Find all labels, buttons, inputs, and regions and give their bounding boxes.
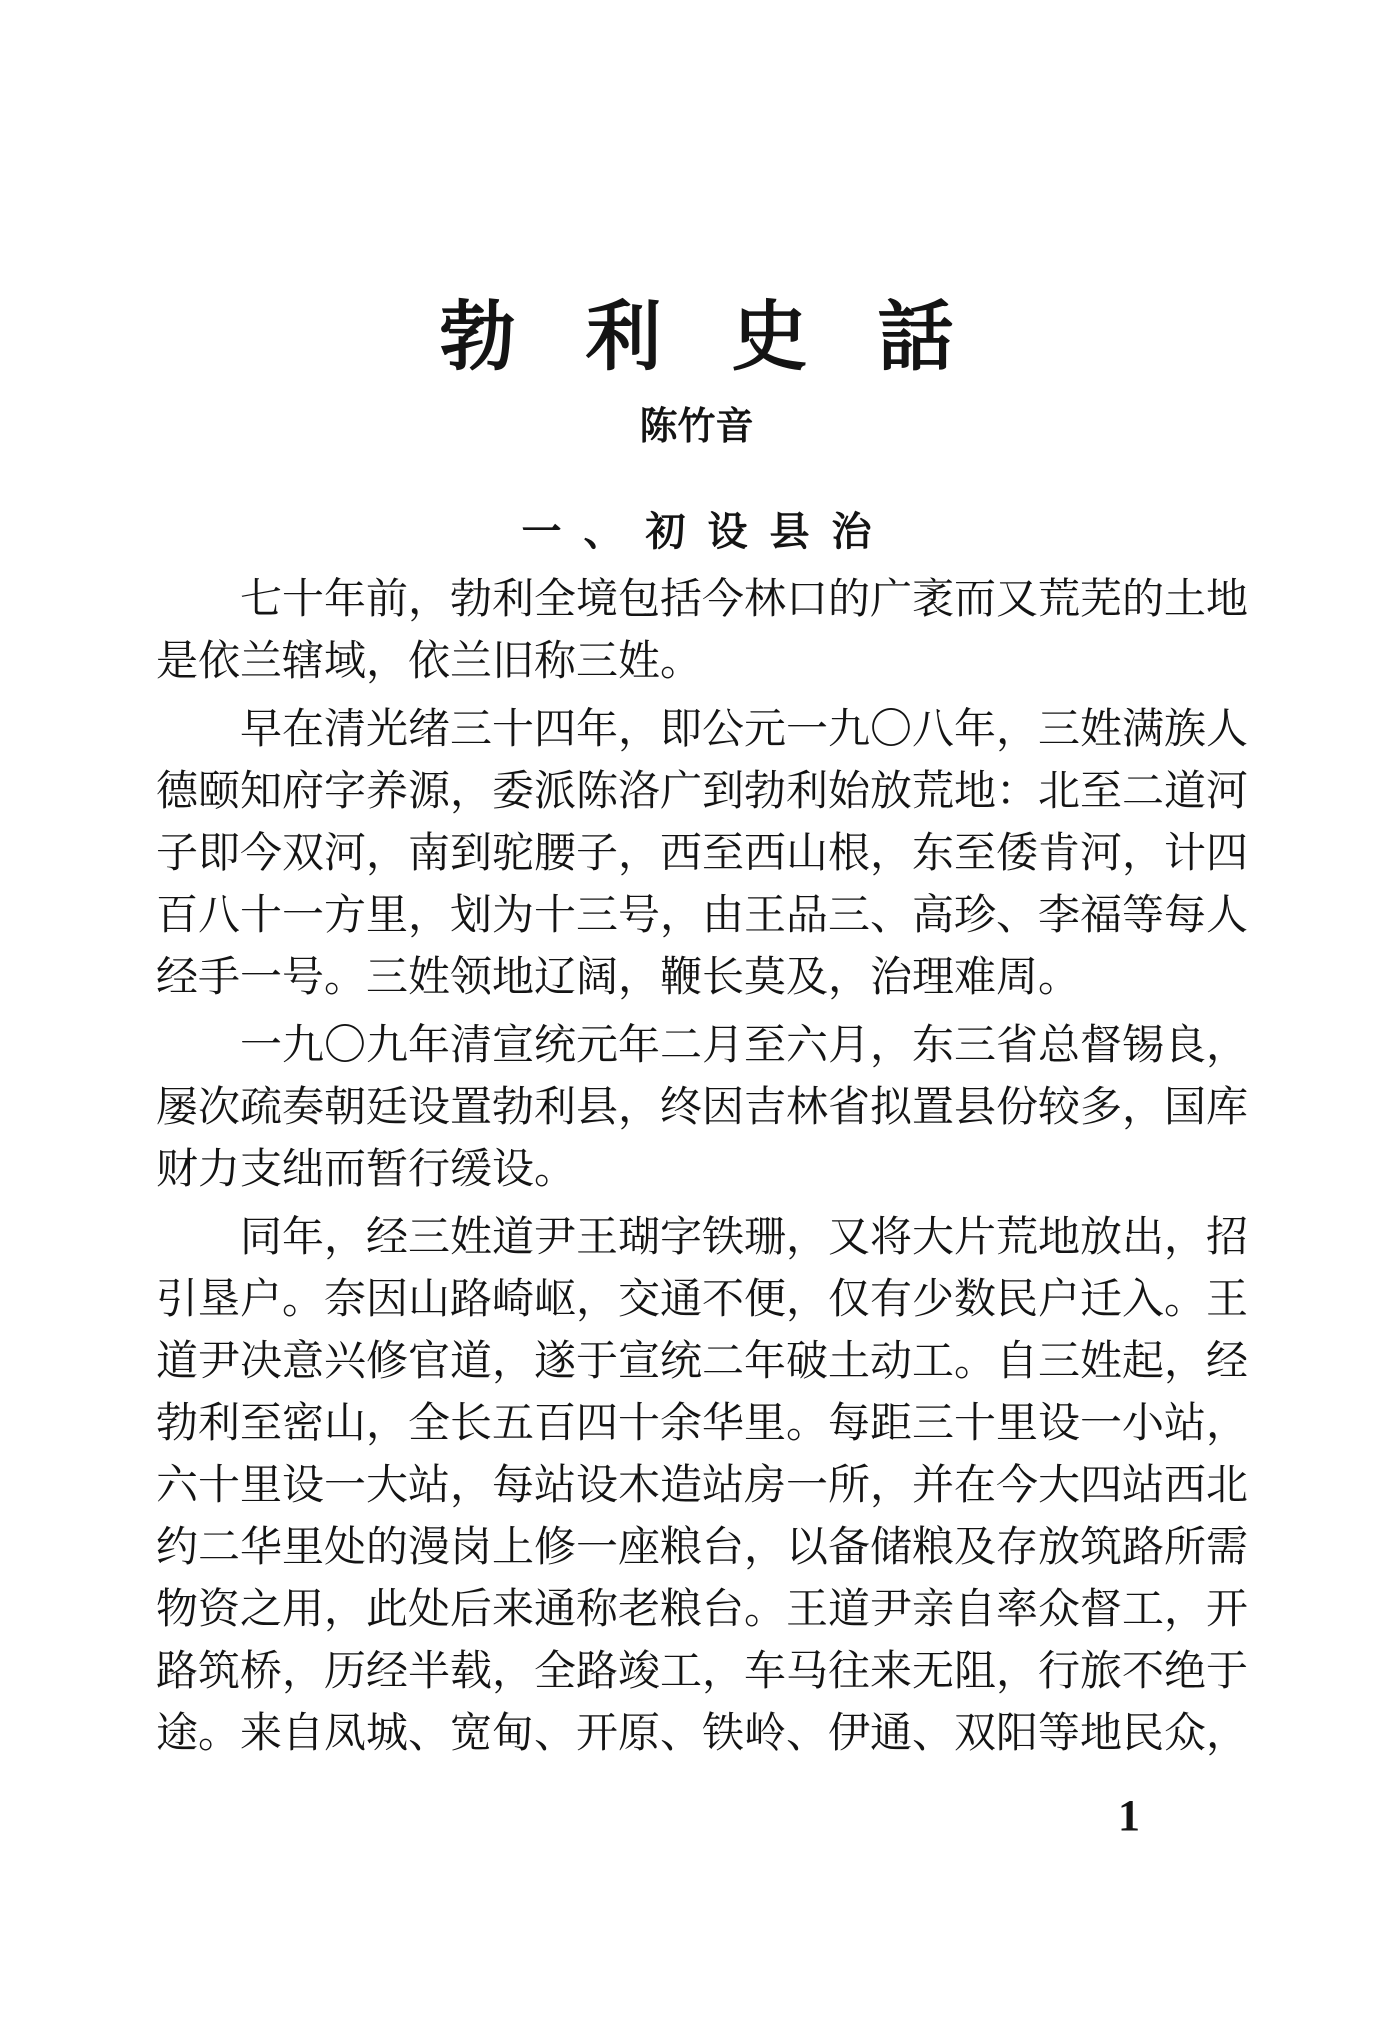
text-line: 路筑桥，历经半载，全路竣工，车马往来无阻，行旅不绝于 xyxy=(156,1646,1248,1695)
paragraph xyxy=(156,1014,1248,1200)
text-line: 引垦户。奈因山路崎岖，交通不便，仅有少数民户迁入。王 xyxy=(156,1274,1248,1323)
text-line: 道尹决意兴修官道，遂于宣统二年破土动工。自三姓起，经 xyxy=(156,1336,1248,1385)
author: 陈竹音 xyxy=(639,403,754,448)
text-line: 六十里设一大站，每站设木造站房一所，并在今大四站西北 xyxy=(156,1460,1248,1509)
paragraph xyxy=(156,698,1248,1008)
text-line: 物资之用，此处后来通称老粮台。王道尹亲自率众督工，开 xyxy=(156,1584,1248,1633)
text-line: 约二华里处的漫岗上修一座粮台，以备储粮及存放筑路所需 xyxy=(156,1522,1248,1571)
body-text xyxy=(156,568,1248,1770)
text-line: 同年，经三姓道尹王瑚字铁珊，又将大片荒地放出，招 xyxy=(240,1212,1248,1261)
page-title: 勃利史話 xyxy=(439,292,1024,381)
page-number: 1 xyxy=(1118,1791,1140,1840)
text-line: 是依兰辖域，依兰旧称三姓。 xyxy=(156,636,703,685)
text-line: 德颐知府字养源，委派陈洛广到勃利始放荒地：北至二道河 xyxy=(156,766,1248,815)
text-line: 经手一号。三姓领地辽阔，鞭长莫及，治理难周。 xyxy=(156,952,1081,1001)
text-line: 屡次疏奏朝廷设置勃利县，终因吉林省拟置县份较多，国库 xyxy=(156,1082,1248,1131)
text-line: 勃利至密山，全长五百四十余华里。每距三十里设一小站， xyxy=(156,1398,1248,1447)
paragraph xyxy=(156,1206,1248,1764)
text-line: 子即今双河，南到驼腰子，西至西山根，东至倭肯河，计四 xyxy=(156,828,1248,877)
text-line: 早在清光绪三十四年，即公元一九〇八年，三姓满族人 xyxy=(240,704,1248,753)
text-line: 一九〇九年清宣统元年二月至六月，东三省总督锡良， xyxy=(240,1020,1248,1069)
paragraph xyxy=(156,568,1248,692)
text-line: 途。来自凤城、宽甸、开原、铁岭、伊通、双阳等地民众， xyxy=(156,1708,1248,1757)
text-line: 百八十一方里，划为十三号，由王品三、高珍、李福等每人 xyxy=(156,890,1248,939)
text-line: 财力支绌而暂行缓设。 xyxy=(156,1144,577,1193)
section-heading: 一、初设县治 xyxy=(521,508,894,555)
text-line: 七十年前，勃利全境包括今林口的广袤而又荒芜的土地 xyxy=(240,574,1248,623)
